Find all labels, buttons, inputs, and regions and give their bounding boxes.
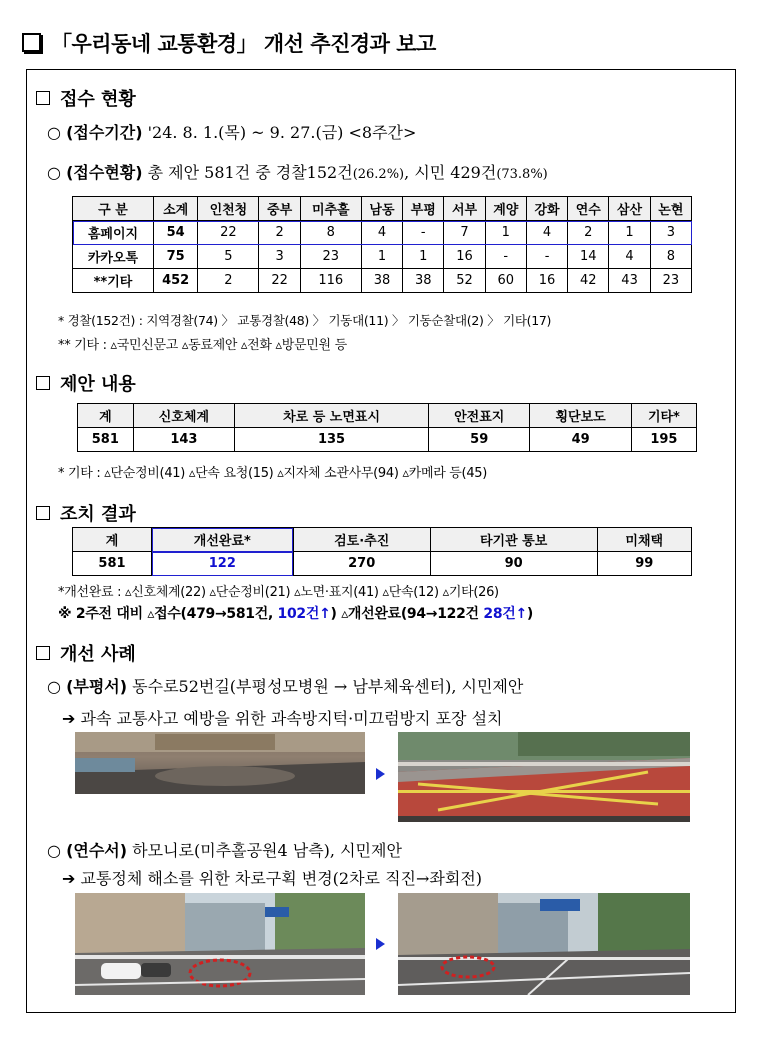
proposal-note: * 기타 : ▵단순정비(41) ▵단속 요청(15) ▵지자체 소관사무(94) ▵카메라 등(45) <box>58 466 488 481</box>
arrow-right-icon: ➔ <box>62 869 76 888</box>
table-header: 계양 <box>485 197 526 221</box>
table-row: 581 122 270 90 99 <box>73 552 692 576</box>
intake-status-line: ○ (접수현황) 총 제안 581건 중 경찰152건(26.2%), 시민 429건(73.8%) <box>47 163 548 182</box>
table-header: 미채택 <box>597 528 691 552</box>
case1-line: ○ (부평서) 동수로52번길(부평성모병원 → 남부체육센터), 시민제안 <box>47 677 524 696</box>
section-cases-heading: 개선 사례 <box>36 640 136 666</box>
table-header: 횡단보도 <box>530 404 631 428</box>
square-bullet-icon <box>36 646 50 660</box>
table-header: 서부 <box>444 197 485 221</box>
table-header: 남동 <box>361 197 402 221</box>
case1-before-photo <box>75 732 365 794</box>
table-header: 계 <box>78 404 134 428</box>
square-bullet-icon <box>36 506 50 520</box>
case1-transition-arrow-icon <box>376 768 385 780</box>
case2-action-line: ➔ 교통정체 해소를 위한 차로구획 변경(2차로 직진→좌회전) <box>62 869 483 888</box>
action-table <box>72 527 692 576</box>
arrow-right-icon: ➔ <box>62 709 76 728</box>
table-header: 안전표지 <box>429 404 530 428</box>
table-row: 카카오톡 75 5 3 23 1 1 16 - - 14 4 8 <box>73 245 692 269</box>
proposal-table-header-row <box>78 404 697 428</box>
table-row: 581 143 135 59 49 195 <box>78 428 697 452</box>
case2-before-photo <box>75 893 365 995</box>
case1-after-photo <box>398 732 690 822</box>
table-header: 구 분 <box>73 197 154 221</box>
intake-note-other: ** 기타 : ▵국민신문고 ▵동료제안 ▵전화 ▵방문민원 등 <box>58 338 347 353</box>
table-header: 타기관 통보 <box>430 528 597 552</box>
table-header: 개선완료* <box>152 528 294 552</box>
page-title: 「우리동네 교통환경」 개선 추진경과 보고 <box>22 28 436 58</box>
case2-line: ○ (연수서) 하모니로(미추홀공원4 남측), 시민제안 <box>47 841 402 860</box>
title-checkbox-icon <box>22 33 41 52</box>
table-header: 논현 <box>650 197 691 221</box>
table-header: 인천청 <box>198 197 259 221</box>
action-compare-line: ※ 2주전 대비 ▵접수(479→581건, 102건↑) ▵개선완료(94→122건 28건↑) <box>58 606 534 622</box>
case2-transition-arrow-icon <box>376 938 385 950</box>
intake-table <box>72 196 692 293</box>
section-action-heading: 조치 결과 <box>36 500 136 526</box>
table-header: 검토·추진 <box>293 528 430 552</box>
section-proposal-heading: 제안 내용 <box>36 370 136 396</box>
table-row: **기타 452 2 22 116 38 38 52 60 16 42 43 23 <box>73 269 692 293</box>
table-header: 강화 <box>526 197 567 221</box>
table-header: 신호체계 <box>133 404 234 428</box>
intake-table-header-row <box>73 197 692 221</box>
intake-period-line: ○ (접수기간) '24. 8. 1.(목) ~ 9. 27.(금) <8주간> <box>47 123 417 142</box>
square-bullet-icon <box>36 376 50 390</box>
table-header: 삼산 <box>609 197 650 221</box>
section-intake-heading: 접수 현황 <box>36 85 136 111</box>
proposal-table <box>77 403 697 452</box>
table-header: 중부 <box>259 197 300 221</box>
table-header: 기타* <box>631 404 696 428</box>
table-header: 부평 <box>403 197 444 221</box>
table-header: 계 <box>73 528 152 552</box>
square-bullet-icon <box>36 91 50 105</box>
table-header: 소계 <box>153 197 197 221</box>
table-header: 차로 등 노면표시 <box>235 404 429 428</box>
case1-action-line: ➔ 과속 교통사고 예방을 위한 과속방지턱·미끄럼방지 포장 설치 <box>62 709 503 728</box>
action-table-header-row <box>73 528 692 552</box>
case2-after-photo <box>398 893 690 995</box>
table-header: 연수 <box>568 197 609 221</box>
table-row: 홈페이지 54 22 2 8 4 - 7 1 4 2 1 3 <box>73 221 692 245</box>
action-note: *개선완료 : ▵신호체계(22) ▵단순정비(21) ▵노면·표지(41) ▵단속(12) ▵기타(26) <box>58 585 499 600</box>
intake-note-police: * 경찰(152건) : 지역경찰(74) 〉 교통경찰(48) 〉 기동대(11) 〉 기동순찰대(2) 〉 기타(17) <box>58 313 552 328</box>
table-header: 미추홀 <box>300 197 361 221</box>
